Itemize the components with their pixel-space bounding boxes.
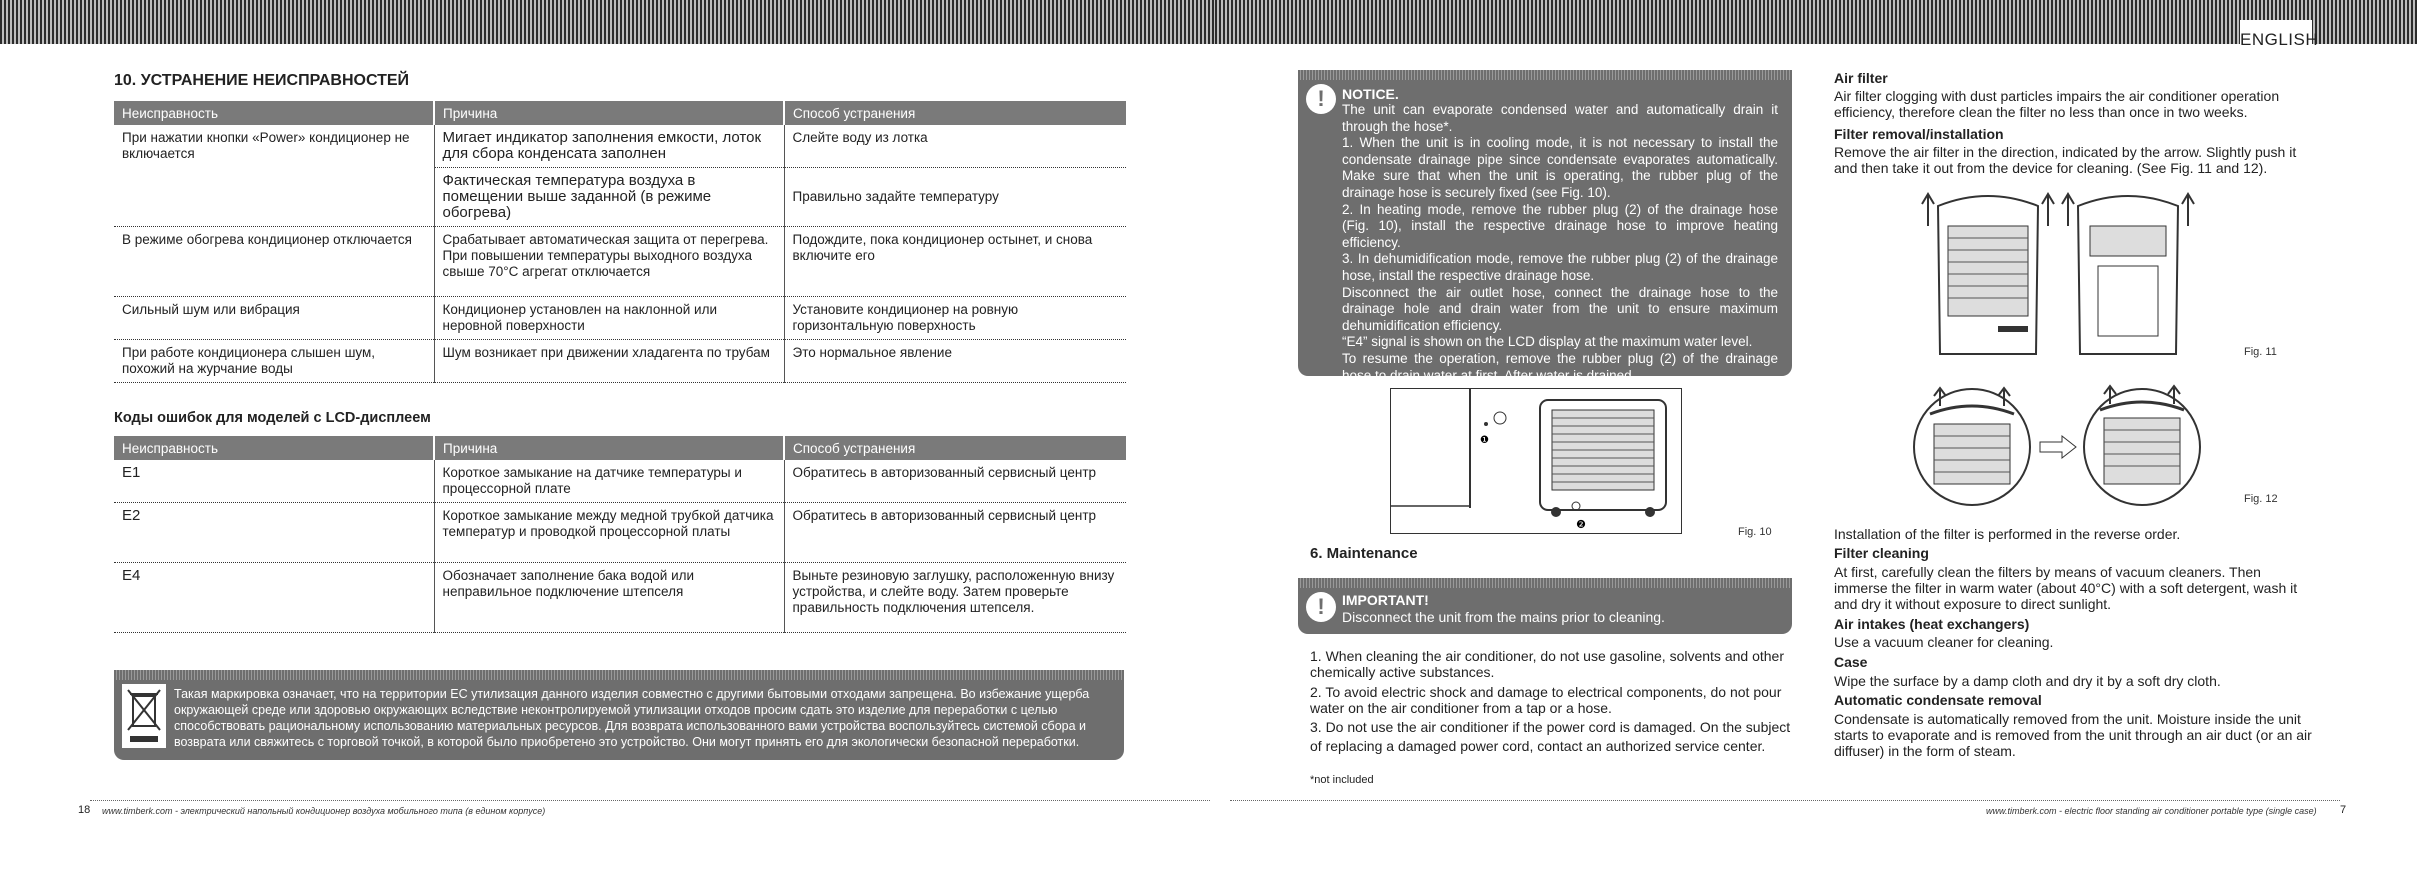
maintenance-title: 6. Maintenance	[1310, 545, 1418, 562]
troubleshooting-title: 10. УСТРАНЕНИЕ НЕИСПРАВНОСТЕЙ	[114, 72, 410, 89]
fix-cell: Обратитесь в авторизованный сервисный центр	[784, 503, 1126, 563]
fig12-illustration	[1912, 384, 2202, 510]
install-text: Installation of the filter is performed in the reverse order.	[1834, 526, 2181, 542]
svg-text:❷: ❷	[1576, 518, 1586, 531]
disposal-note-box	[114, 670, 1124, 760]
fault-cell: Сильный шум или вибрация	[114, 297, 434, 340]
cause-cell: Фактическая температура воздуха в помещении выше заданной (в режиме обогрева)	[434, 168, 784, 227]
filter-removal-title: Filter removal/installation	[1834, 126, 2004, 142]
air-filter-text: Air filter clogging with dust particles impairs the air conditioner operation efficiency, therefore clean the filter no less than once in two weeks.	[1834, 88, 2280, 120]
filter-cleaning-title: Filter cleaning	[1834, 545, 1929, 561]
header-stripes-left	[0, 0, 1215, 44]
language-label: ENGLISH	[2240, 20, 2312, 50]
fix-cell: Подождите, пока кондиционер остынет, и снова включите его	[784, 227, 1126, 297]
footer-dotted-line-right	[1230, 800, 2340, 801]
table-row	[114, 125, 1126, 168]
footer-text-right: www.timberk.com - electric floor standing air conditioner portable type (single case)	[1986, 806, 2317, 816]
air-intakes-title: Air intakes (heat exchangers)	[1834, 616, 2030, 632]
fig10-illustration	[1390, 388, 1682, 534]
fig11-illustration	[1918, 186, 2198, 358]
table-row	[114, 460, 1126, 503]
header-stripes-right	[1215, 0, 2417, 44]
svg-text:❶: ❶	[1480, 435, 1489, 446]
fix-cell: Установите кондиционер на ровную горизонтальную поверхность	[784, 297, 1126, 340]
column-header-fault: Неисправность	[114, 436, 434, 460]
table-header-row	[114, 101, 1126, 125]
column-header-fault: Неисправность	[114, 101, 434, 125]
table-row	[114, 168, 1126, 227]
footer-text-left: www.timberk.com - электрический напольный кондиционер воздуха мобильного типа (в едином корпусе)	[102, 806, 546, 816]
cause-cell: Шум возникает при движении хладагента по трубам	[434, 340, 784, 383]
air-intakes-text: Use a vacuum cleaner for cleaning.	[1834, 634, 2054, 650]
cause-cell: Короткое замыкание на датчике температуры и процессорной плате	[434, 460, 784, 503]
column-header-cause: Причина	[434, 101, 784, 125]
fig12-label: Fig. 12	[2244, 493, 2278, 505]
column-header-fix: Способ устранения	[784, 101, 1126, 125]
footnote: *not included	[1310, 774, 1374, 786]
case-text: Wipe the surface by a damp cloth and dry it by a soft dry cloth.	[1834, 673, 2221, 689]
fix-cell: Это нормальное явление	[784, 340, 1126, 383]
column-header-fix: Способ устранения	[784, 436, 1126, 460]
auto-condensate-title: Automatic condensate removal	[1834, 692, 2042, 708]
fix-cell: Выньте резиновую заглушку, расположенную внизу устройства, и слейте воду. Затем проверьте правильность подключения штепселя.	[784, 563, 1126, 633]
fault-cell: В режиме обогрева кондиционер отключается	[114, 227, 434, 297]
disposal-text: Такая маркировка означает, что на территории ЕС утилизация данного изделия совместно с другими бытовыми отходами запрещена. Во избежание ущерба окружающей среде или здоровью окружающих вследствие неконтролируемой утилизации отходов просим сдать это изделие для переработки с целью способствовать рациональному использованию материальных ресурсов. Для возврата использованного вами устройства воспользуйтесь системой сбора и возврата или свяжитесь с торговой точкой, в которой было приобретено это устройство. Они могут принять его для экологически безопасной переработки.	[174, 687, 1090, 749]
code-cell: E2	[114, 503, 434, 563]
cause-cell: Обозначает заполнение бака водой или неправильное подключение штепселя	[434, 563, 784, 633]
table-header-row	[114, 436, 1126, 460]
troubleshooting-table	[114, 101, 1126, 383]
case-title: Case	[1834, 654, 1868, 670]
table-row	[114, 563, 1126, 633]
table-row	[114, 503, 1126, 563]
important-box	[1298, 578, 1792, 634]
fix-cell: Слейте воду из лотка	[784, 125, 1126, 168]
maintenance-item-3: 3. Do not use the air conditioner if the power cord is damaged. On the subject of replacing a damaged power cord, contact an authorized service center.	[1310, 719, 1791, 754]
air-filter-title: Air filter	[1834, 70, 1888, 86]
error-codes-table	[114, 436, 1126, 633]
cause-cell: Срабатывает автоматическая защита от перегрева. При повышении температуры выходного воздуха свыше 70°С агрегат отключается	[434, 227, 784, 297]
fix-cell: Обратитесь в авторизованный сервисный центр	[784, 460, 1126, 503]
box-dotted-top	[1298, 578, 1792, 588]
maintenance-item-1: 1. When cleaning the air conditioner, do not use gasoline, solvents and other chemically active substances.	[1310, 648, 1784, 680]
important-title: IMPORTANT!	[1342, 592, 1429, 608]
page-number-right: 7	[2340, 804, 2347, 816]
filter-removal-text: Remove the air filter in the direction, indicated by the arrow. Slightly push it and then take it out from the device for cleaning. (See Fig. 11 and 12).	[1834, 144, 2297, 176]
page-number-left: 18	[78, 804, 91, 816]
error-codes-title: Коды ошибок для моделей с LCD-дисплеем	[114, 410, 431, 426]
table-row	[114, 340, 1126, 383]
fig11-label: Fig. 11	[2244, 346, 2277, 358]
notice-text: The unit can evaporate condensed water and automatically drain it through the hose*. 1. When the unit is in cooling mode, it is not necessary to install the condensate drainage pipe since condensate evaporates automatically. Make sure that when the unit is operating, the rubber plug of the drainage hose is securely fixed (see Fig. 10). 2. In heating mode, remove the rubber plug (2) of the drainage hose (Fig. 10), install the respective drainage hose to improve heating efficiency. 3. In dehumidification mode, remove the rubber plug (2) of the drainage hose, install the respective drainage hose. Disconnect the air outlet hose, connect the drainage hose to the drainage hole and drain water from the unit to ensure maximum dehumidification efficiency. “E4” signal is shown on the LCD display at the maximum water level. To resume the operation, remove the rubber plug (2) of the drainage hose to drain water at first. After water is drained…	[1342, 102, 1778, 383]
important-text: Disconnect the unit from the mains prior to cleaning.	[1342, 609, 1665, 625]
notice-box	[1298, 70, 1792, 383]
column-header-cause: Причина	[434, 436, 784, 460]
fix-cell: Правильно задайте температуру	[784, 168, 1126, 227]
cause-cell: Короткое замыкание между медной трубкой датчика температур и проводкой процессорной платы	[434, 503, 784, 563]
table-row	[114, 227, 1126, 297]
cause-cell: Мигает индикатор заполнения емкости, лоток для сбора конденсата заполнен	[434, 125, 784, 168]
fault-cell: При работе кондиционера слышен шум, похожий на журчание воды	[114, 340, 434, 383]
notice-title: NOTICE.	[1342, 86, 1399, 102]
fig10-label: Fig. 10	[1738, 526, 1772, 538]
exclamation-icon: !	[1306, 592, 1336, 622]
code-cell: E4	[114, 563, 434, 633]
fault-cell: При нажатии кнопки «Power» кондиционер не включается	[114, 125, 434, 168]
code-cell: E1	[114, 460, 434, 503]
box-dotted-top	[114, 670, 1124, 680]
fault-cell	[114, 168, 434, 227]
cause-cell: Кондиционер установлен на наклонной или неровной поверхности	[434, 297, 784, 340]
filter-cleaning-text: At first, carefully clean the filters by means of vacuum cleaners. Then immerse the filter in warm water (about 40°C) with a soft detergent, wash it and dry it without exposure to direct sunlight.	[1834, 564, 2298, 612]
box-dotted-top	[1298, 70, 1792, 80]
auto-condensate-text: Condensate is automatically removed from the unit. Moisture inside the unit starts to evaporate and is removed from the unit through an air duct (or an air diffuser) in the form of steam.	[1834, 711, 2312, 759]
exclamation-icon: !	[1306, 84, 1336, 114]
table-row	[114, 297, 1126, 340]
footer-dotted-line-left	[90, 800, 1210, 801]
weee-bin-icon	[122, 684, 166, 748]
maintenance-item-2: 2. To avoid electric shock and damage to electrical components, do not pour water on the air conditioner from a tap or a hose.	[1310, 684, 1782, 716]
